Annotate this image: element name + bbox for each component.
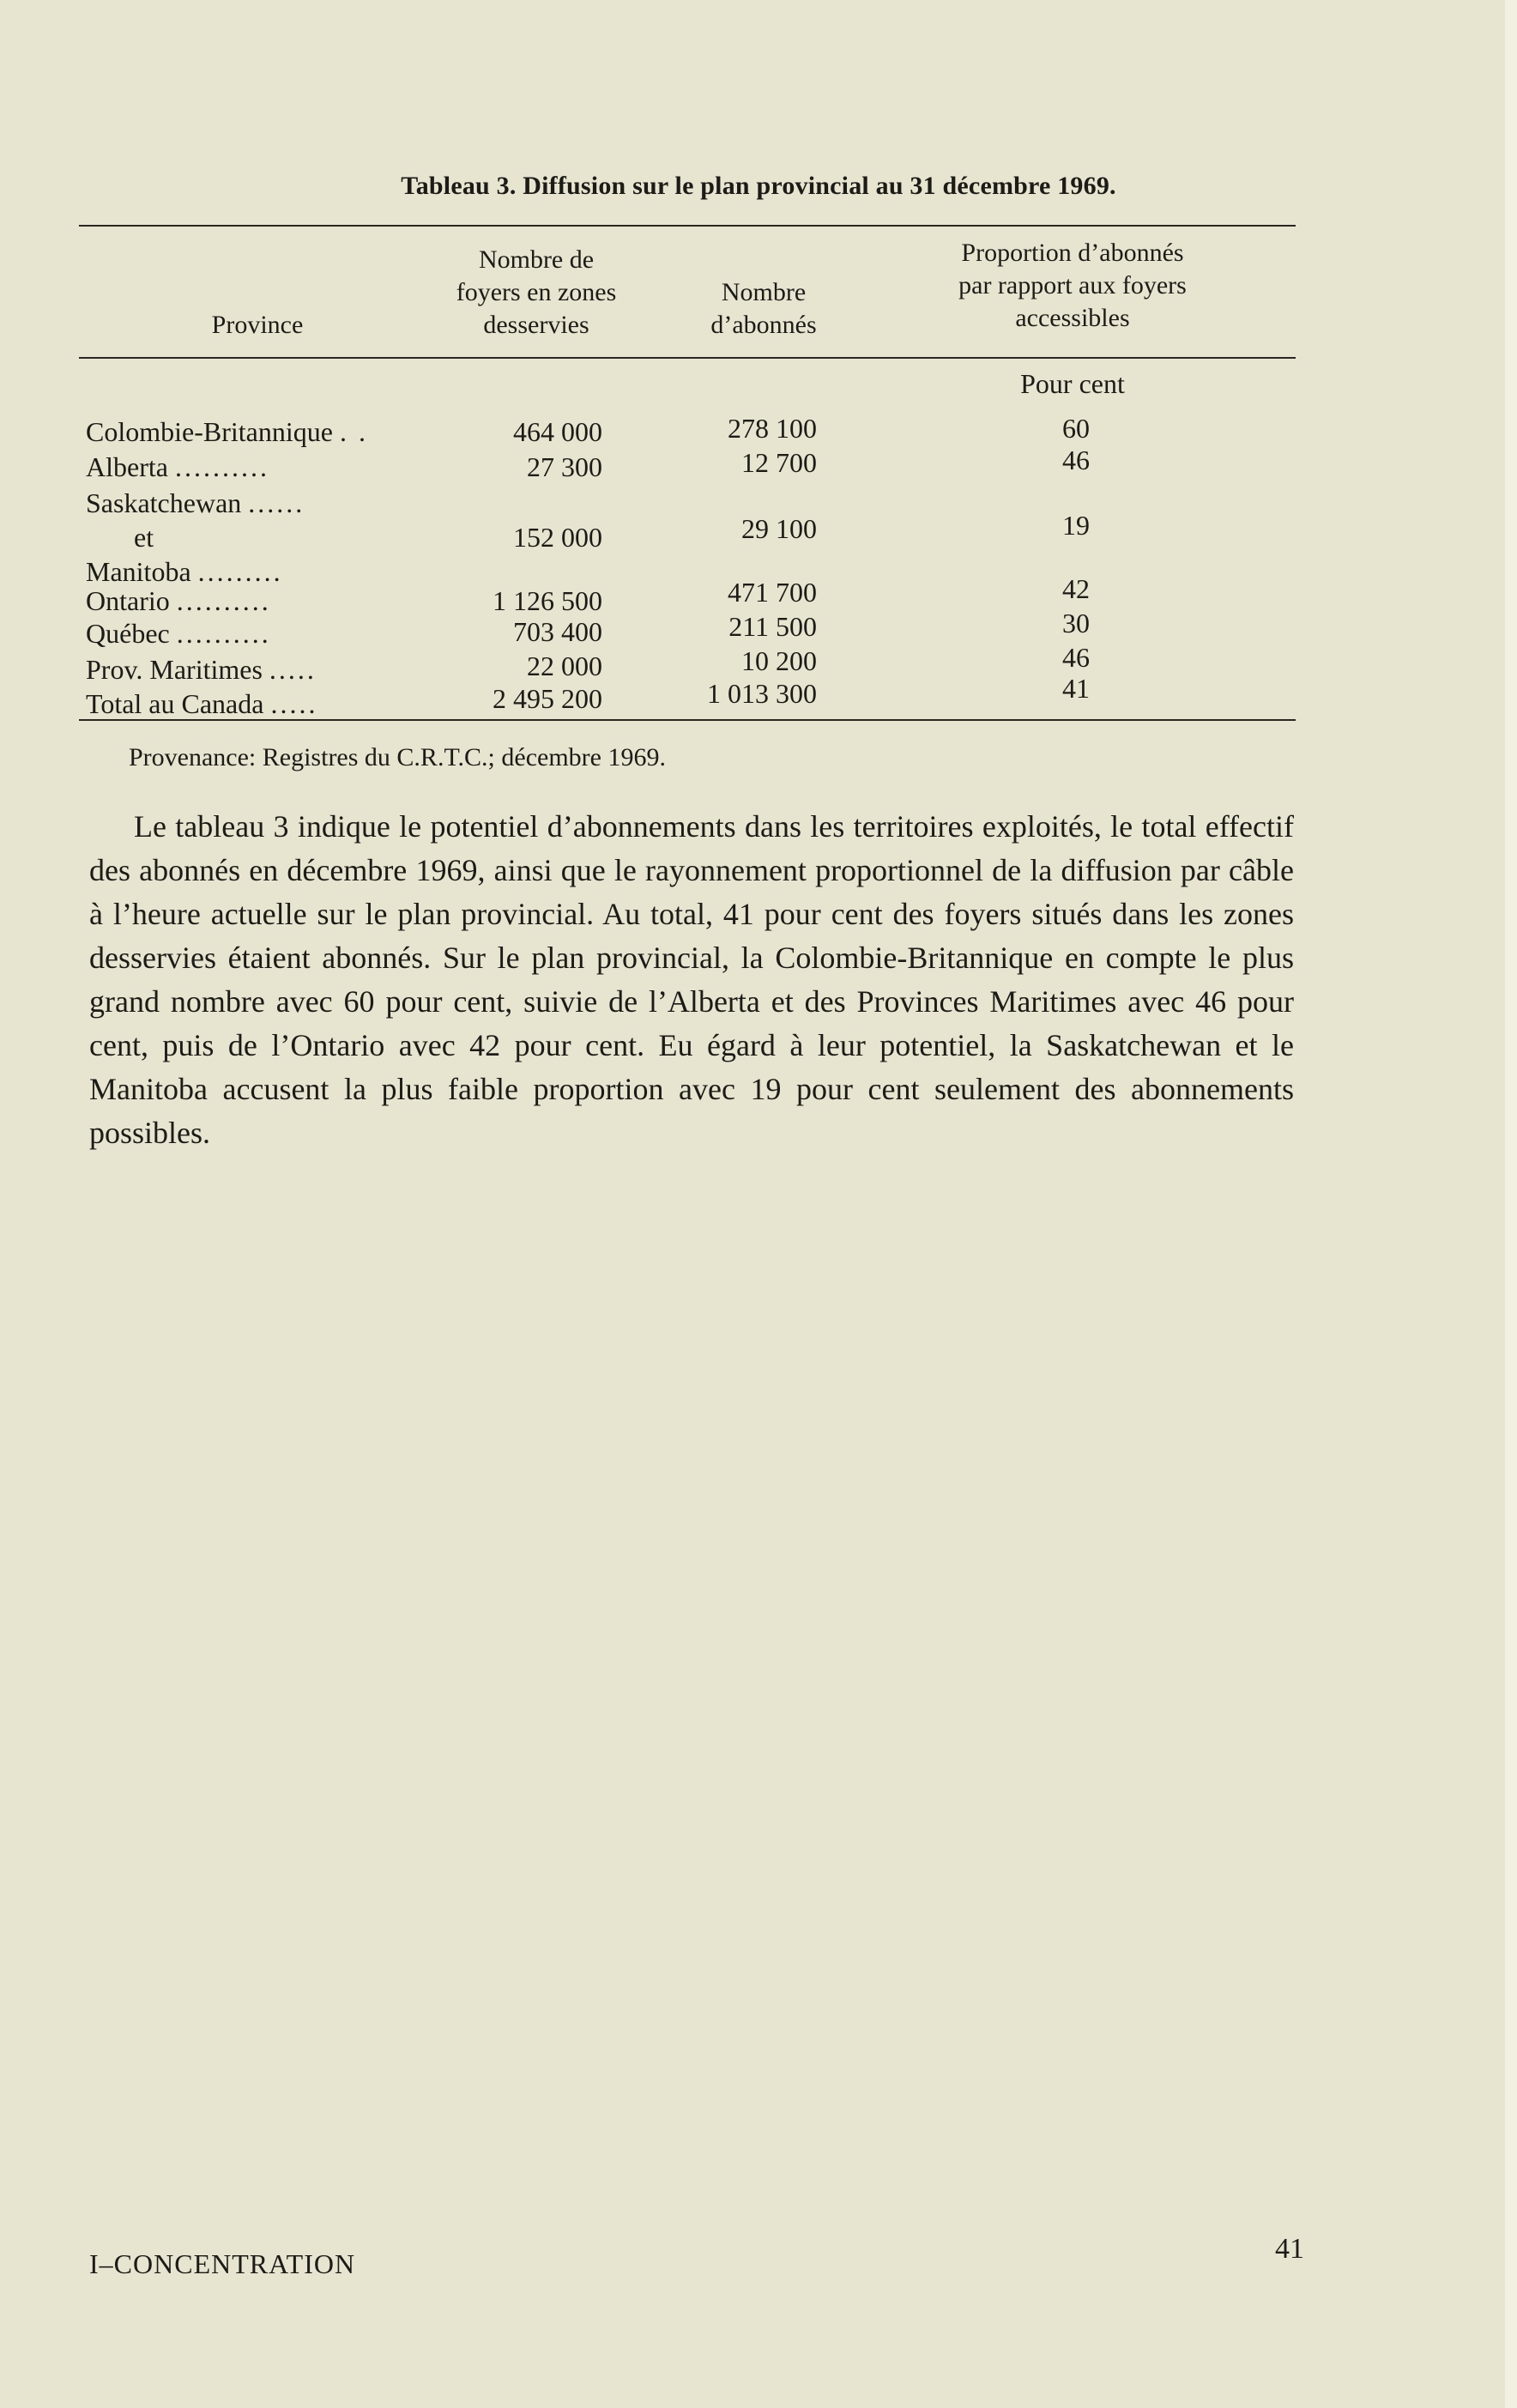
table-top-rule (79, 225, 1296, 227)
header-foyers-line: foyers en zones (456, 278, 617, 306)
leader-dots: ..... (269, 654, 317, 685)
header-proportion-line: Proportion d’abonnés (961, 239, 1184, 267)
body-paragraph: Le tableau 3 indique le potentiel d’abonnements dans les territoires exploités, le total effectif des abonnés en décembre 1969, ainsi que le rayonnement proportionnel de la diffusion par câble à l’heure actuelle sur le plan provincial. Au total, 41 pour cent des foyers situés dans les zones desservies étaient abonnés. Sur le plan provincial, la Colombie-Britannique en compte le plus grand nombre avec 60 pour cent, suivie de l’Alberta et des Provinces Maritimes avec 46 pour cent, puis de l’Ontario avec 42 pour cent. Eu égard à leur potentiel, la Saskatchewan et le Manitoba accusent la plus faible proportion avec 19 pour cent seulement des abonnements possibles. (89, 809, 1294, 1150)
province-cell (86, 450, 269, 484)
foyers-cell: 152 000 (513, 522, 602, 553)
leader-dots: .......... (176, 585, 271, 616)
leader-dots: .......... (174, 451, 269, 482)
leader-dots: ...... (248, 487, 305, 518)
province-cell (86, 414, 368, 449)
header-proportion-line: accessibles (1015, 304, 1130, 332)
unit-label: Pour cent (1020, 368, 1125, 399)
leader-dots: . . (339, 416, 368, 447)
table-source: Provenance: Registres du C.R.T.C.; décembre 1969. (129, 743, 666, 771)
header-abonnes-line: d’abonnés (710, 311, 817, 339)
leader-dots: ......... (197, 556, 283, 587)
province-cell (86, 687, 317, 721)
province-name: Colombie-Britannique (86, 416, 333, 447)
header-abonnes-line: Nombre (721, 278, 807, 306)
proportion-cell: 30 (1062, 608, 1090, 638)
leader-dots: ..... (270, 688, 318, 719)
page-edge (1505, 0, 1517, 2408)
province-name: Prov. Maritimes (86, 654, 263, 685)
foyers-cell: 27 300 (527, 451, 602, 482)
abonnes-cell: 29 100 (741, 513, 817, 544)
proportion-cell: 46 (1062, 445, 1090, 475)
header-province (172, 309, 343, 342)
table-bottom-rule (79, 719, 1296, 721)
province-name: Québec (86, 618, 170, 649)
abonnes-cell: 1 013 300 (707, 678, 817, 709)
proportion-cell: 60 (1062, 413, 1090, 444)
proportion-cell: 42 (1062, 573, 1090, 604)
proportion-cell: 41 (1062, 673, 1090, 704)
foyers-cell: 2 495 200 (493, 683, 602, 714)
leader-dots: .......... (176, 618, 271, 649)
foyers-cell: 22 000 (527, 650, 602, 681)
abonnes-cell: 10 200 (741, 645, 817, 676)
foyers-cell: 464 000 (513, 416, 602, 447)
abonnes-cell: 471 700 (728, 577, 817, 608)
header-proportion-line: par rapport aux foyers (958, 271, 1187, 299)
header-foyers-line: desservies (483, 311, 589, 339)
abonnes-cell: 211 500 (728, 611, 817, 642)
province-cell (86, 616, 271, 650)
proportion-cell: 19 (1062, 510, 1090, 541)
province-name: Ontario (86, 585, 170, 616)
table-header-rule (79, 357, 1296, 359)
province-cell (86, 652, 317, 687)
proportion-cell: 46 (1062, 642, 1090, 673)
abonnes-cell: 12 700 (741, 447, 817, 478)
province-cell: et (134, 522, 154, 553)
province-name: Manitoba (86, 556, 191, 587)
header-foyers-line: Nombre de (478, 245, 595, 274)
page-number: 41 (1275, 2233, 1304, 2265)
foyers-cell: 703 400 (513, 616, 602, 647)
province-name: Saskatchewan (86, 487, 242, 518)
table-title: Tableau 3. Diffusion sur le plan provincial au 31 décembre 1969. (401, 172, 1116, 200)
province-name: Total au Canada (86, 688, 264, 719)
header-province-label: Province (211, 311, 304, 339)
foyers-cell: 1 126 500 (493, 585, 602, 616)
header-foyers (412, 244, 661, 342)
province-cell (86, 584, 271, 618)
abonnes-cell: 278 100 (728, 413, 817, 444)
header-proportion (910, 237, 1236, 335)
header-abonnes (678, 276, 849, 342)
province-name: Alberta (86, 451, 168, 482)
footer-section: I–CONCENTRATION (89, 2248, 356, 2279)
province-cell (86, 486, 305, 520)
